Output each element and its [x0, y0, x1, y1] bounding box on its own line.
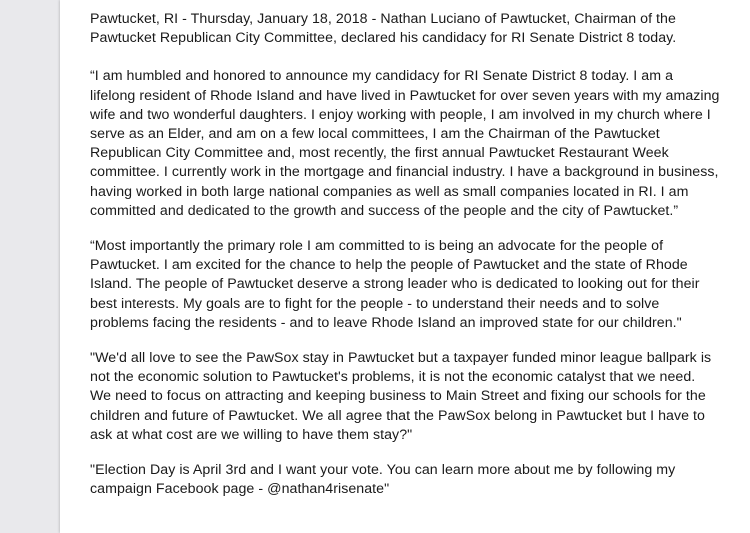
- paragraph-introduction-quote: “I am humbled and honored to announce my candidacy for RI Senate District 8 today. I am a lifelong resident of Rhode Island and have lived in Pawtucket for over seven years with my amazing wife and two wonderful daughters. I enjoy working with people, I am involved in my church where I serve as an Elder, and am on a few local committees, I am the Chairman of the Pawtucket Republican City Committee and, most recently, the first annual Pawtucket Restaurant Week committee. I currently work in the mortgage and financial industry. I have a background in business, having worked in both large national companies as well as small companies located in RI. I am committed and dedicated to the growth and success of the people and the city of Pawtucket.”: [90, 68, 720, 219]
- document-page: [60, 0, 750, 533]
- paragraph-pawsox-quote: "We'd all love to see the PawSox stay in Pawtucket but a taxpayer funded minor league ballpark is not the economic solution to Pawtucket's problems, it is not the economic catalyst that we need. We need to focus on attracting and keeping business to Main Street and fixing our schools for the children and future of Pawtucket. We all agree that the PawSox belong in Pawtucket but I have to ask at what cost are we willing to have them stay?": [90, 350, 712, 443]
- paragraph-advocacy-quote: “Most importantly the primary role I am committed to is being an advocate for the people of Pawtucket. I am excited for the chance to help the people of Pawtucket and the state of Rhode Island. The people of Pawtucket deserve a strong leader who is dedicated to looking out for their best interests. My goals are to fight for the people - to understand their needs and to solve problems facing the residents - and to leave Rhode Island an improved state for our children.": [90, 238, 700, 331]
- paragraph-election-day-quote: "Election Day is April 3rd and I want your vote. You can learn more about me by following my campaign Facebook page - @nathan4risenate": [90, 462, 676, 498]
- press-release-body: [90, 10, 720, 515]
- paragraph-announcement: Pawtucket, RI - Thursday, January 18, 2018 - Nathan Luciano of Pawtucket, Chairman of the Pawtucket Republican City Committee, declared his candidacy for RI Senate District 8 today.: [90, 11, 677, 47]
